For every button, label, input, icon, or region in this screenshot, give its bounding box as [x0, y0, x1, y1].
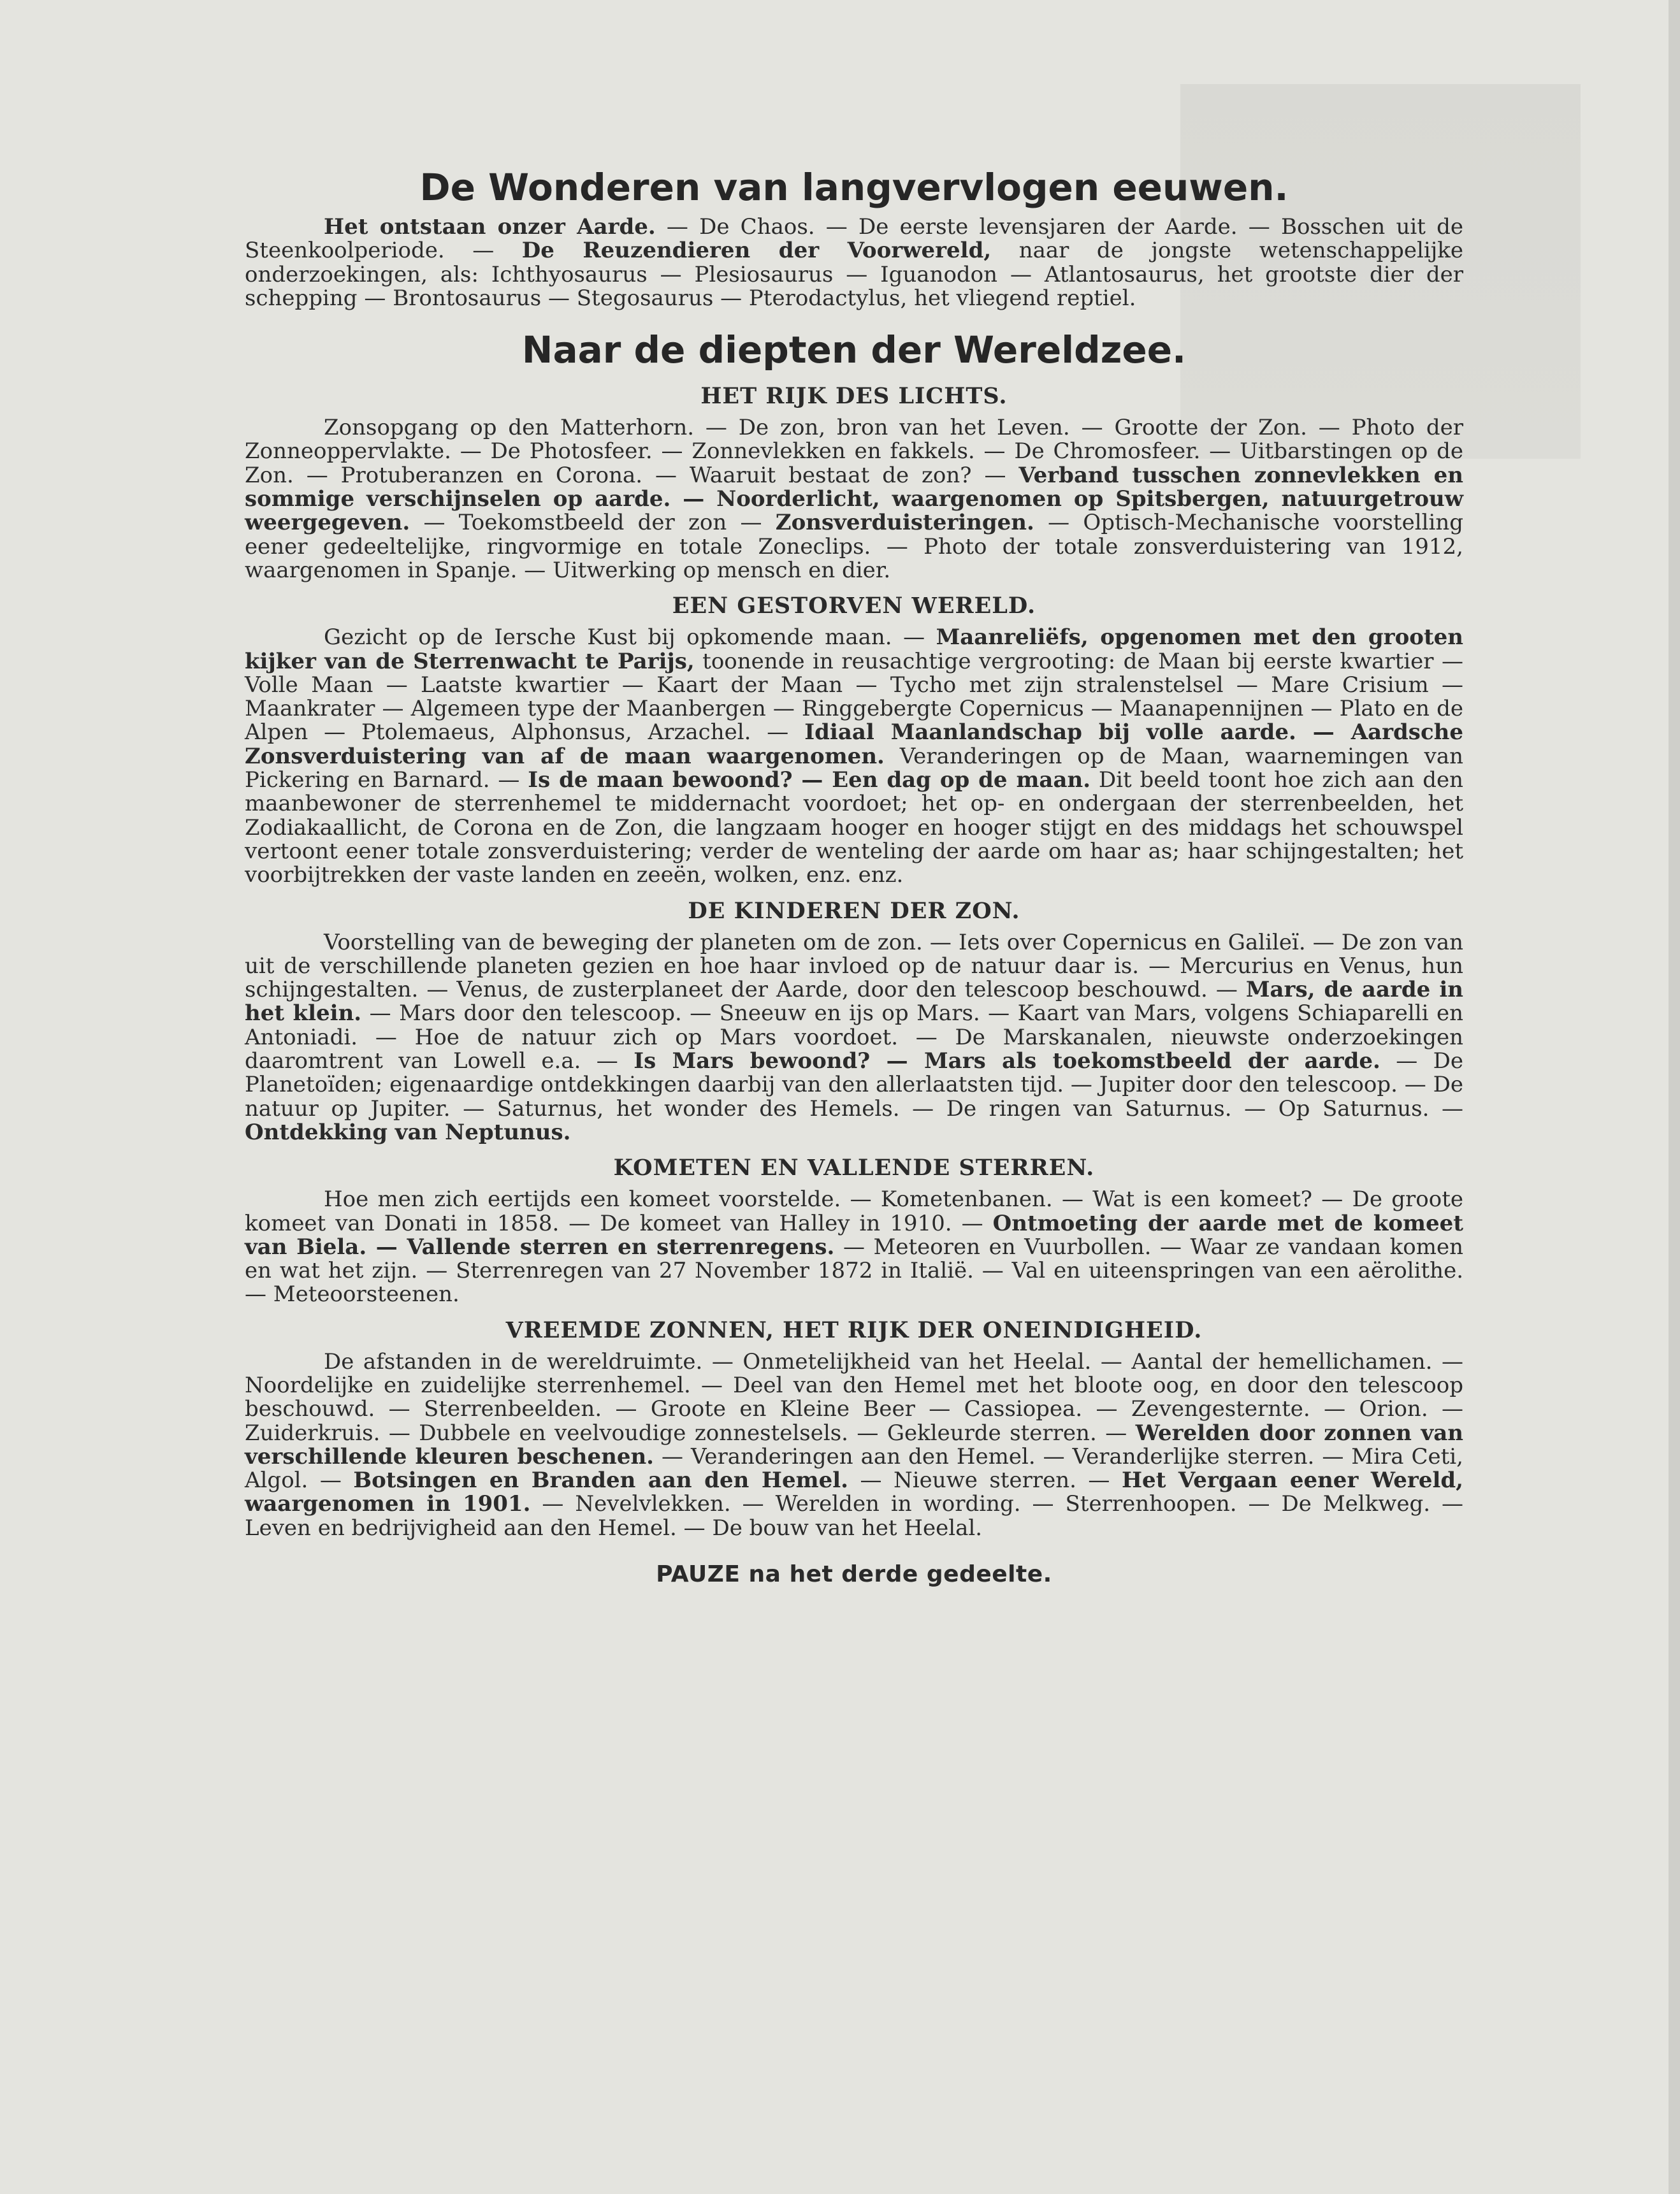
text-run: — Optisch-Mechanische voorstelling eener gedeeltelijke, ringvormige en totale Zoneclips. — Photo der totale zonsverduistering van 1912, waargenomen in Spanje. — Uitwerking op mensch en dier.: [245, 510, 1463, 583]
bold-text-run: Het Vergaan eener Wereld, waargenomen in 1901.: [245, 1468, 1464, 1517]
text-run: — Veranderingen aan den Hemel. — Veranderlijke sterren. — Mira Ceti, Algol. —: [245, 1443, 1463, 1494]
pauze-note: PAUZE na het derde gedeelte.: [656, 1561, 1052, 1588]
heading-vreemde-zonnen: VREEMDE ZONNEN, HET RIJK DER ONEINDIGHEID.: [505, 1317, 1203, 1343]
text-run: — Meteoren en Vuurbollen. — Waar ze vandaan komen en wat het zijn. — Sterrenregen van 27 November 1872 in Italië. — Val en uiteenspringen van een aërolithe. — Meteoorsteenen.: [245, 1234, 1463, 1308]
text-run: — Nevelvlekken. — Werelden in wording. — Sterrenhoopen. — De Melkweg. — Leven en bedrijvigheid aan den Hemel. — De bouw van het Heelal.: [245, 1491, 1463, 1541]
text-run: Veranderingen op de Maan, waarnemingen van Pickering en Barnard. —: [245, 743, 1463, 793]
document-body: [245, 164, 1463, 1590]
heading-kinderen-der-zon: DE KINDEREN DER ZON.: [688, 897, 1020, 924]
text-run: Zonsopgang op den Matterhorn. — De zon, bron van het Leven. — Grootte der Zon. — Photo der Zonneoppervlakte. — De Photosfeer. — Zonnevlekken en fakkels. — De Chromosfeer. — Uitbarstingen op de Zon. — Protuberanzen en Corona. — Waaruit bestaat de zon? —: [245, 415, 1463, 488]
text-run: Gezicht op de Iersche Kust bij opkomende maan. —: [324, 624, 936, 651]
heading-gestorven-wereld: EEN GESTORVEN WERELD.: [672, 593, 1036, 619]
text-run: — Nieuwe sterren. —: [848, 1468, 1122, 1494]
text-run: — De Planetoïden; eigenaardige ontdekkingen daarbij van den allerlaatsten tijd. — Jupiter door den telescoop. — De natuur op Jupiter. — Saturnus, het wonder des Hemels. — De ringen van Saturnus. — Op Saturnus. —: [245, 1048, 1463, 1122]
bold-text-run: Het ontstaan onzer Aarde.: [324, 214, 656, 240]
text-run: Hoe men zich eertijds een komeet voorstelde. — Kometenbanen. — Wat is een komeet? — De groote komeet van Donati in 1858. — De komeet van Halley in 1910. —: [245, 1187, 1463, 1236]
text-run: toonende in reusachtige vergrooting: de Maan bij eerste kwartier — Volle Maan — Laatste kwartier — Kaart der Maan — Tycho met zijn stralenstelsel — Mare Crisium — Maankrater — Algemeen type der Maanbergen — Ringgebergte Copernicus — Maanapennijnen — Plato en de Alpen — Ptolemaeus, Alphonsus, Arzachel. —: [245, 648, 1463, 746]
paragraph-rijk-des-lichts: [245, 416, 1463, 582]
bold-text-run: Ontmoeting der aarde met de komeet van Biela. — Vallende sterren en sterrenregens.: [245, 1210, 1463, 1260]
bold-text-run: Zonsverduisteringen.: [775, 510, 1034, 536]
title-wonderen: De Wonderen van langvervlogen eeuwen.: [419, 166, 1289, 209]
text-run: — De Chaos. — De eerste levensjaren der Aarde. — Bosschen uit de Steenkoolperiode. —: [245, 214, 1463, 264]
paragraph-kometen: [245, 1188, 1463, 1306]
bold-text-run: Ontdekking van Neptunus.: [245, 1119, 571, 1145]
paragraph-kinderen-der-zon: [245, 931, 1463, 1145]
bold-text-run: Maanreliëfs, opgenomen met den grooten kijker van de Sterrenwacht te Parijs,: [245, 624, 1463, 674]
paragraph-gestorven-wereld: [245, 626, 1463, 887]
text-run: naar de jongste wetenschappelijke onderzoekingen, als: Ichthyosaurus — Plesiosaurus — Iguanodon — Atlantosaurus, het grootste dier der schepping — Brontosaurus — Stegosaurus — Pterodactylus, het vliegend reptiel.: [245, 238, 1463, 311]
page-edge: [1669, 0, 1680, 2194]
bold-text-run: Mars, de aarde in het klein.: [245, 977, 1463, 1027]
paragraph-vreemde-zonnen: [245, 1350, 1463, 1540]
paragraph-wonderen: [245, 215, 1463, 310]
text-run: — Toekomstbeeld der zon —: [410, 510, 776, 536]
text-run: — Mars door den telescoop. — Sneeuw en ijs op Mars. — Kaart van Mars, volgens Schiaparelli en Antoniadi. — Hoe de natuur zich op Mars voordoet. — De Marskanalen, nieuwste onderzoekingen daaromtrent van Lowell e.a. —: [245, 1000, 1463, 1074]
title-diepten: Naar de diepten der Wereldzee.: [521, 328, 1187, 372]
bold-text-run: Is Mars bewoond? — Mars als toekomstbeeld der aarde.: [634, 1048, 1380, 1074]
bold-text-run: Botsingen en Branden aan den Hemel.: [353, 1468, 848, 1494]
bold-text-run: Verband tusschen zonnevlekken en sommige verschijnselen op aarde. — Noorderlicht, waargenomen op Spitsbergen, natuurgetrouw weergegeven.: [245, 462, 1463, 536]
heading-rijk-des-lichts: HET RIJK DES LICHTS.: [700, 383, 1008, 410]
bold-text-run: De Reuzendieren der Voorwereld,: [521, 238, 992, 264]
bold-text-run: Idiaal Maanlandschap bij volle aarde. — Aardsche Zonsverduistering van af de maan waargenomen.: [245, 719, 1463, 769]
heading-kometen: KOMETEN EN VALLENDE STERREN.: [613, 1155, 1095, 1181]
text-run: Voorstelling van de beweging der planeten om de zon. — Iets over Copernicus en Galileï. — De zon van uit de verschillende planeten gezien en hoe haar invloed op de natuur daar is. — Mercurius en Venus, hun schijngestalten. — Venus, de zusterplaneet der Aarde, door den telescoop beschouwd. —: [245, 929, 1463, 1003]
text-run: De afstanden in de wereldruimte. — Onmetelijkheid van het Heelal. — Aantal der hemellichamen. — Noordelijke en zuidelijke sterrenhemel. — Deel van den Hemel met het bloote oog, en door den telescoop beschouwd. — Sterrenbeelden. — Groote en Kleine Beer — Cassiopea. — Zevengesternte. — Orion. — Zuiderkruis. — Dubbele en veelvoudige zonnestelsels. — Gekleurde sterren. —: [245, 1348, 1463, 1446]
bold-text-run: Is de maan bewoond? — Een dag op de maan.: [528, 767, 1091, 793]
text-run: Dit beeld toont hoe zich aan den maanbewoner de sterrenhemel te middernacht voordoet; het op- en ondergaan der sterrenbeelden, het Zodiakaallicht, de Corona en de Zon, die langzaam hooger en hooger stijgt en des middags het schouwspel vertoont eener totale zonsverduistering; verder de wenteling der aarde om haar as; haar schijngestalten; het voorbijtrekken der vaste landen en zeeën, wolken, enz. enz.: [245, 767, 1464, 888]
bold-text-run: Werelden door zonnen van verschillende kleuren beschenen.: [245, 1420, 1463, 1469]
